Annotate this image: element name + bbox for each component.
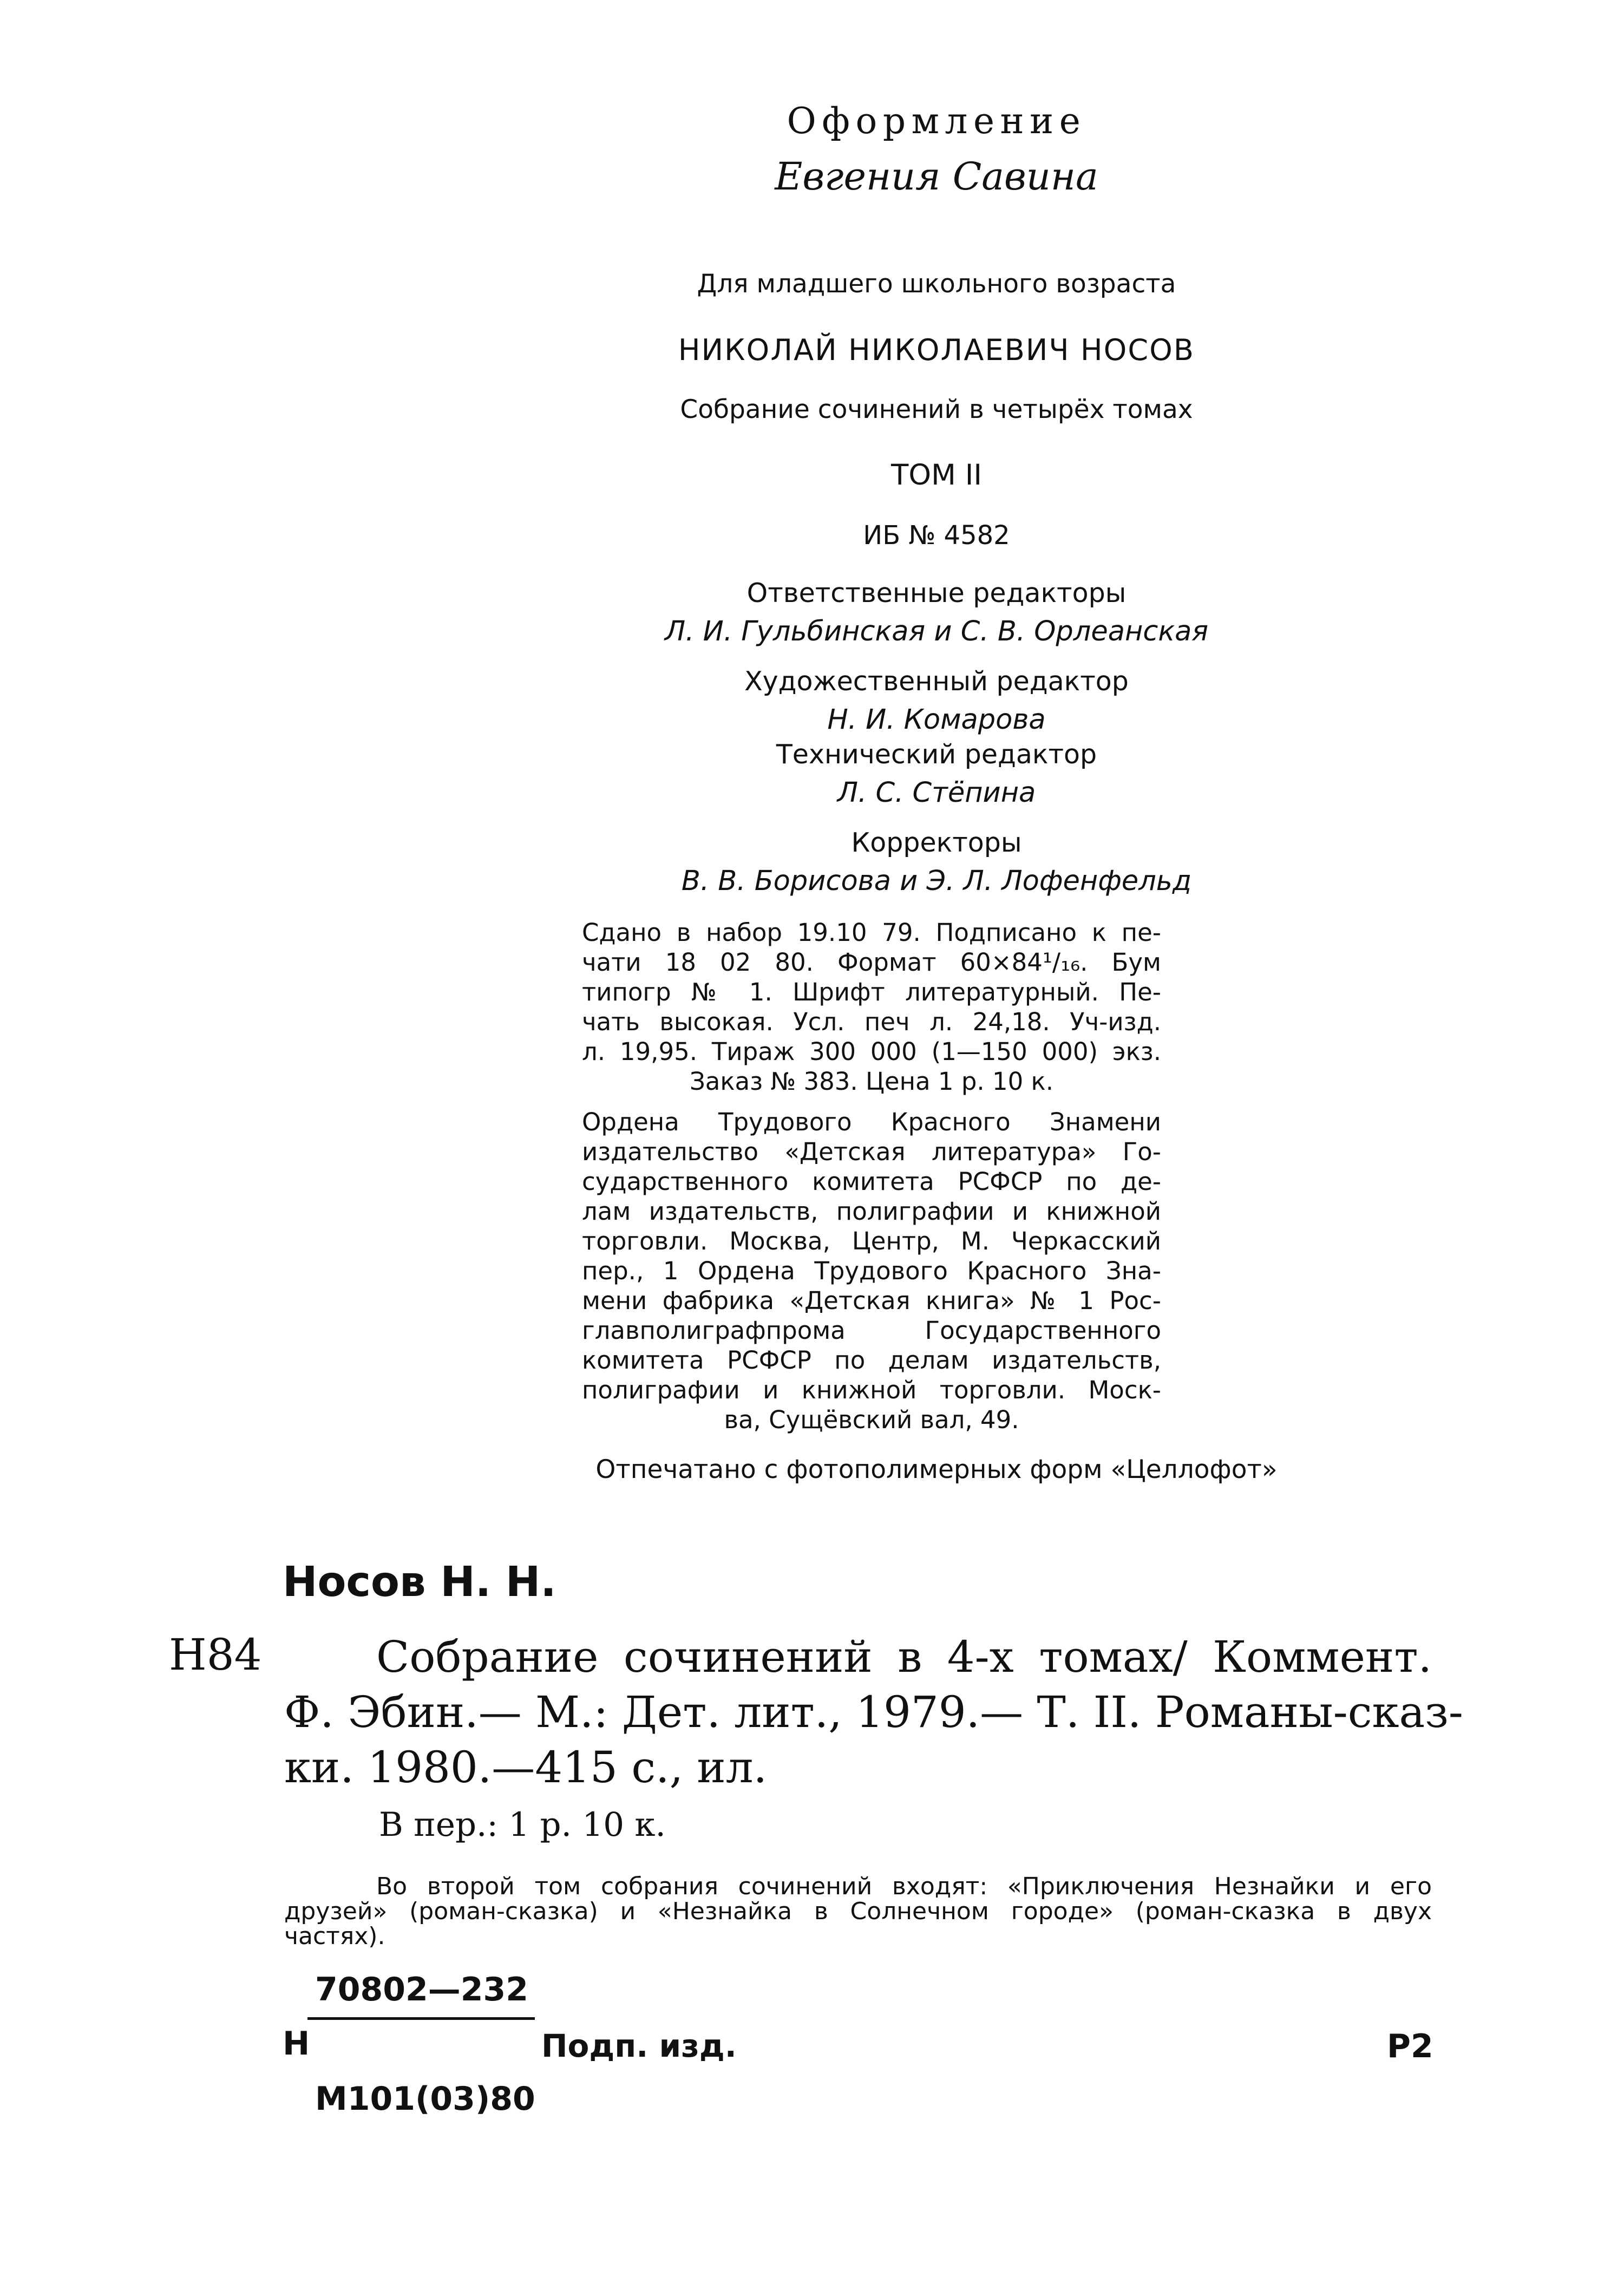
catalog-code: Н84 [169, 1630, 262, 1680]
editors-label: Ответственные редакторы [746, 578, 1127, 609]
proofreaders-label: Корректоры [851, 827, 1022, 858]
index-denominator: М101(03)80 [315, 2080, 535, 2118]
index-numerator: 70802—232 [315, 1971, 528, 2009]
printed-note: Отпечатано с фотополимерных форм «Целлофот» [595, 1455, 1278, 1484]
catalog-entry-line: Собрание сочинений в 4-х томах/ Коммент. [376, 1632, 1432, 1682]
catalog-author: Носов Н. Н. [283, 1558, 556, 1606]
subscription-note: Подп. изд. [541, 2027, 737, 2064]
print-details-line: л. 19,95. Тираж 300 000 (1—150 000) экз. [582, 1037, 1161, 1066]
volume-number: ТОМ II [891, 459, 982, 492]
index-letter: Н [283, 2025, 310, 2063]
annotation-line: друзей» (роман-сказка) и «Незнайка в Солнечном городе» (роман-сказка в двух [284, 1898, 1432, 1925]
publisher-line: полиграфии и книжной торговли. Моск- [582, 1376, 1161, 1404]
catalog-annotation [284, 1874, 1432, 1949]
catalog-entry [284, 1630, 1463, 1795]
art-editor-name: Н. И. Комарова [827, 704, 1046, 736]
publisher-line: сударственного комитета РСФСР по де- [582, 1167, 1161, 1196]
art-editor-label: Художественный редактор [744, 666, 1129, 697]
bbk-code: Р2 [1387, 2027, 1433, 2065]
publisher-line: издательство «Детская литература» Го- [582, 1137, 1161, 1166]
publisher-line: мени фабрика «Детская книга» № 1 Рос- [582, 1286, 1161, 1315]
proofreaders-names: В. В. Борисова и Э. Л. Лофенфельд [681, 865, 1192, 897]
catalog-price: В пер.: 1 р. 10 к. [379, 1806, 666, 1844]
catalog-entry-line: ки. 1980.—415 с., ил. [284, 1742, 767, 1793]
ib-number: ИБ № 4582 [863, 520, 1010, 551]
design-label: Оформление [787, 100, 1086, 142]
print-details-line: Заказ № 383. Цена 1 р. 10 к. [689, 1067, 1054, 1096]
catalog-entry-line: Ф. Эбин.— М.: Дет. лит., 1979.— Т. II. Романы-сказ- [284, 1687, 1463, 1737]
age-group: Для младшего школьного возраста [697, 269, 1176, 299]
publisher-line: пер., 1 Ордена Трудового Красного Зна- [582, 1257, 1161, 1285]
collection-title: Собрание сочинений в четырёх томах [680, 395, 1193, 424]
annotation-line: частях). [284, 1922, 385, 1950]
print-details-line: Сдано в набор 19.10 79. Подписано к пе- [582, 918, 1161, 947]
annotation-line: Во второй том собрания сочинений входят: «Приключения Незнайки и его [376, 1873, 1432, 1900]
designer-name: Евгения Савина [775, 154, 1098, 199]
tech-editor-label: Технический редактор [776, 739, 1097, 770]
print-details-line: типогр № 1. Шрифт литературный. Пе- [582, 978, 1161, 1006]
publisher-line: Ордена Трудового Красного Знамени [582, 1108, 1161, 1136]
publisher-line: ва, Сущёвский вал, 49. [724, 1405, 1019, 1434]
publisher-line: торговли. Москва, Центр, М. Черкасский [582, 1227, 1161, 1255]
tech-editor-name: Л. С. Стёпина [837, 777, 1036, 809]
fraction-bar [307, 2017, 535, 2020]
publisher-line: комитета РСФСР по делам издательств, [582, 1346, 1161, 1375]
editors-names: Л. И. Гульбинская и С. В. Орлеанская [664, 616, 1209, 647]
print-details [582, 918, 1161, 1096]
print-details-line: чати 18 02 80. Формат 60×84¹/₁₆. Бум [582, 948, 1161, 977]
publisher-info [582, 1107, 1161, 1435]
author-full-name: НИКОЛАЙ НИКОЛАЕВИЧ НОСОВ [678, 333, 1195, 367]
publisher-line: главполиграфпрома Государственного [582, 1316, 1161, 1345]
print-details-line: чать высокая. Усл. печ л. 24,18. Уч-изд. [582, 1008, 1161, 1036]
publisher-line: лам издательств, полиграфии и книжной [582, 1197, 1161, 1226]
